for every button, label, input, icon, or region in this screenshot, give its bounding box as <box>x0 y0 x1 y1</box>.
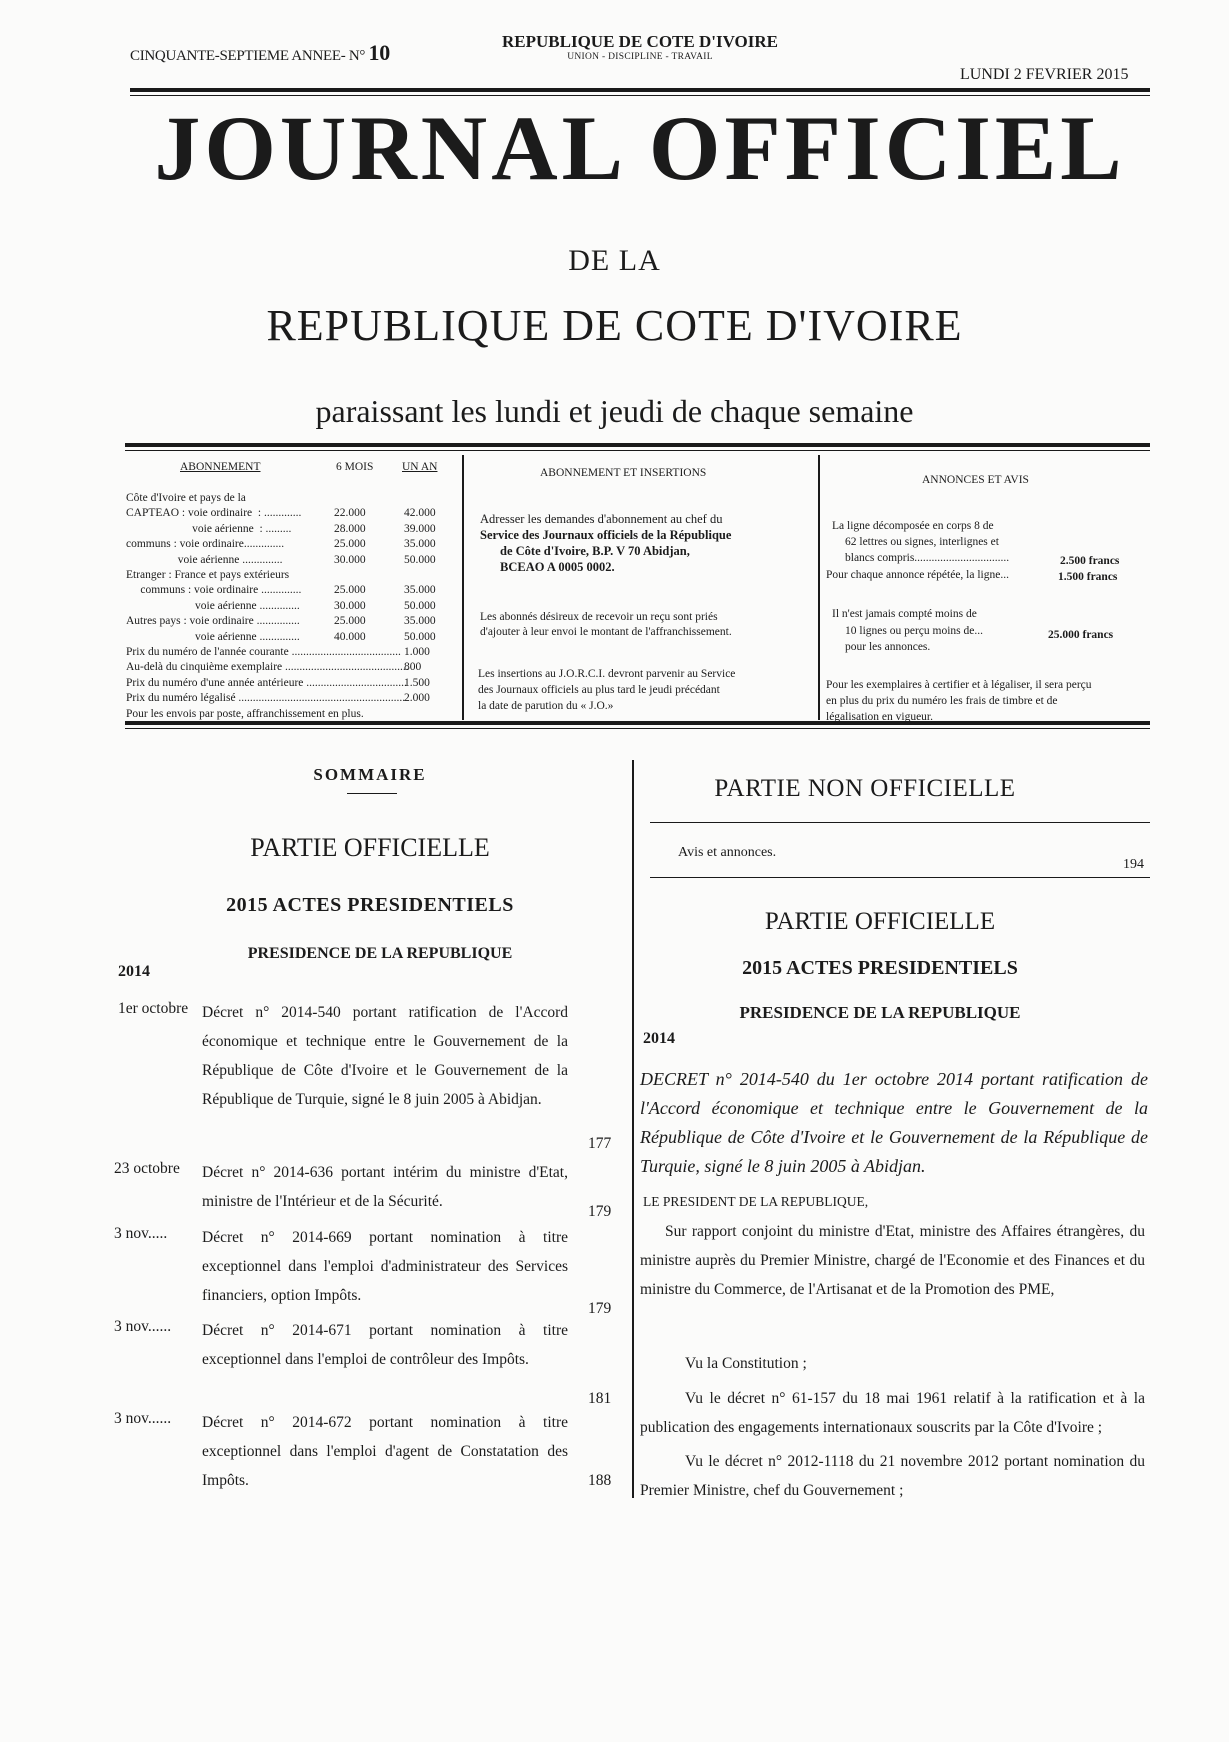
annonces-l3-price: 2.500 francs <box>1060 555 1120 567</box>
box-divider-2 <box>818 455 820 720</box>
sommaire-entry-date: 3 nov...... <box>114 1410 172 1427</box>
rate-row-label: Côte d'Ivoire et pays de la <box>126 492 246 504</box>
decret-paragraph-3: Vu le décret n° 61-157 du 18 mai 1961 relatif à la ratification et à la publication des engagements internationaux souscrits par la Côte d'Ivoire ; <box>640 1390 1145 1436</box>
rate-row-label: voie aérienne .............. <box>126 599 300 612</box>
annonces-l2: 62 lettres ou signes, interlignes et <box>845 536 999 548</box>
rate-row-label: Prix du numéro d'une année antérieure ................................... <box>126 676 407 689</box>
box-top-rule <box>125 443 1150 447</box>
header-rule-thick <box>130 88 1150 92</box>
rate-un-an: 35.000 <box>404 538 436 551</box>
rate-row-label: communs : voie ordinaire.............. <box>126 538 285 551</box>
rate-un-an: 50.000 <box>404 630 436 643</box>
avis-rule <box>650 877 1150 878</box>
masthead-republic: REPUBLIQUE DE COTE D'IVOIRE <box>266 301 963 350</box>
annonces-l4-price: 1.500 francs <box>1058 571 1118 583</box>
decret-title: DECRET n° 2014-540 du 1er octobre 2014 portant ratification de l'Accord économique et technique entre le Gouvernement de la République de Côte d'Ivoire et le Gouvernement de la République de Turquie, signé le 8 juin 2005 à Abidjan. <box>640 1069 1148 1176</box>
avis-annonces-page: 194 <box>1123 857 1144 872</box>
sommaire-entry-text[interactable]: Décret n° 2014-540 portant ratification de l'Accord économique et technique entre le Gouvernement de la République de Côte d'Ivoire et le Gouvernement de la République de Turquie, signé le 8 juin 2005 à Abidjan. <box>202 1004 568 1108</box>
sommaire-entry-page: 179 <box>588 1203 612 1220</box>
sommaire-entry-date: 23 octobre <box>114 1160 180 1177</box>
rate-6-mois: 25.000 <box>334 584 366 597</box>
annonces-heading: ANNONCES ET AVIS <box>922 474 1029 486</box>
rate-6-mois: 28.000 <box>334 522 366 535</box>
col-6-mois-heading: 6 MOIS <box>336 461 374 473</box>
non-officielle-rule <box>650 822 1150 823</box>
rate-row-label: CAPTEAO : voie ordinaire : ............. <box>126 507 302 520</box>
insertions-p1-line-4: BCEAO A 0005 0002. <box>500 560 615 574</box>
rate-un-an: 1.000 <box>404 646 430 658</box>
issue-label: CINQUANTE-SEPTIEME ANNEE- N° <box>130 48 366 64</box>
rate-6-mois: 40.000 <box>334 630 366 643</box>
rate-6-mois: 22.000 <box>334 507 366 520</box>
header-republic-block <box>490 32 790 62</box>
insertions-paragraph-2 <box>480 610 802 640</box>
annonces-l9: en plus du prix du numéro les frais de timbre et de <box>826 695 1058 707</box>
right-partie-officielle: PARTIE OFFICIELLE <box>764 908 996 935</box>
annonces-l3: blancs compris................................. <box>845 552 1010 564</box>
decret-paragraph-4: Vu le décret n° 2012-1118 du 21 novembre 2012 portant nomination du Premier Ministre, chef du Gouvernement ; <box>640 1453 1145 1499</box>
rate-row-label: Au-delà du cinquième exemplaire ........................................... <box>126 661 409 674</box>
journal-title: JOURNAL OFFICIEL <box>154 97 1126 199</box>
sommaire-underline <box>347 793 397 794</box>
sommaire-entry-page: 179 <box>588 1300 612 1317</box>
rate-6-mois: 25.000 <box>334 615 366 628</box>
annonces-l7: pour les annonces. <box>845 641 931 653</box>
rate-row-label: communs : voie ordinaire .............. <box>126 584 302 597</box>
rate-6-mois: 30.000 <box>334 599 366 612</box>
rate-row-label: voie aérienne .............. <box>126 630 300 643</box>
issue-number: 10 <box>368 40 390 65</box>
sommaire-entry-text[interactable]: Décret n° 2014-636 portant intérim du ministre d'Etat, ministre de l'Intérieur et de la Sécurité. <box>202 1164 568 1210</box>
insertions-heading: ABONNEMENT ET INSERTIONS <box>540 467 707 479</box>
rate-un-an: 39.000 <box>404 522 436 535</box>
sommaire-partie-officielle: PARTIE OFFICIELLE <box>250 833 490 862</box>
insertions-p3-line-3: la date de parution du « J.O.» <box>478 700 614 712</box>
box-bottom-rule <box>125 721 1150 725</box>
rate-un-an: 35.000 <box>404 615 436 628</box>
rate-row-label: Autres pays : voie ordinaire ............... <box>126 615 300 628</box>
column-divider <box>632 760 634 1498</box>
insertions-paragraph-1 <box>480 511 802 575</box>
annonces-l10: légalisation en vigueur. <box>826 711 933 723</box>
sommaire-entry-date: 3 nov...... <box>114 1318 172 1335</box>
avis-annonces: Avis et annonces. <box>678 845 777 860</box>
sommaire-entry-date: 3 nov..... <box>114 1225 168 1242</box>
masthead-frequency: paraissant les lundi et jeudi de chaque semaine <box>315 393 914 429</box>
rate-un-an: 42.000 <box>404 507 436 520</box>
right-actes: 2015 ACTES PRESIDENTIELS <box>742 957 1018 979</box>
sommaire-presidence: PRESIDENCE DE LA REPUBLIQUE <box>247 945 513 962</box>
rate-row-label: Pour les envois par poste, affranchissement en plus. <box>126 707 364 720</box>
partie-non-officielle: PARTIE NON OFFICIELLE <box>714 775 1016 802</box>
annonces-l6-price: 25.000 francs <box>1048 629 1114 641</box>
rate-un-an: 35.000 <box>404 584 436 597</box>
sommaire-entry-page: 181 <box>588 1390 612 1407</box>
rate-row-label: Prix du numéro de l'année courante ...................................... <box>126 646 401 658</box>
rate-un-an: 2.000 <box>404 692 430 705</box>
right-presidence: PRESIDENCE DE LA REPUBLIQUE <box>739 1003 1021 1022</box>
insertions-p1-line-1: Adresser les demandes d'abonnement au chef du <box>480 512 723 526</box>
header-motto: UNION - DISCIPLINE - TRAVAIL <box>567 52 713 62</box>
issue-date: LUNDI 2 FEVRIER 2015 <box>960 66 1129 83</box>
rate-row-label: Etranger : France et pays extérieurs <box>126 569 290 581</box>
insertions-p1-line-3: de Côte d'Ivoire, B.P. V 70 Abidjan, <box>500 544 690 558</box>
sommaire-entry-text[interactable]: Décret n° 2014-672 portant nomination à titre exceptionnel dans l'emploi d'agent de Constatation des Impôts. <box>202 1414 568 1489</box>
annonces-l6: 10 lignes ou perçu moins de... <box>845 625 983 637</box>
sommaire-year: 2014 <box>118 963 150 980</box>
rate-6-mois: 25.000 <box>334 538 366 551</box>
annonces-l1: La ligne décomposée en corps 8 de <box>832 520 994 532</box>
president-line: LE PRESIDENT DE LA REPUBLIQUE, <box>643 1194 869 1209</box>
insertions-p3-line-2: des Journaux officiels au plus tard le jeudi précédant <box>478 684 720 696</box>
right-year: 2014 <box>643 1030 675 1047</box>
insertions-p3-line-1: Les insertions au J.O.R.C.I. devront parvenir au Service <box>478 668 736 680</box>
rate-row-label: voie aérienne : ......... <box>126 522 292 535</box>
insertions-p2-line-2: d'ajouter à leur envoi le montant de l'affranchissement. <box>480 625 732 638</box>
box-divider-1 <box>462 455 464 720</box>
box-bottom-rule-thin <box>125 728 1150 729</box>
insertions-p1-line-2: Service des Journaux officiels de la République <box>480 528 732 542</box>
insertions-paragraph-3 <box>478 666 800 714</box>
issue-line <box>130 40 390 66</box>
rate-6-mois: 30.000 <box>334 553 366 566</box>
header-rule-thin <box>130 95 1150 96</box>
sommaire-entry-text[interactable]: Décret n° 2014-669 portant nomination à titre exceptionnel dans l'emploi d'administrateur des Services financiers, option Impôts. <box>202 1229 568 1304</box>
rate-un-an: 1.500 <box>404 676 430 689</box>
sommaire-actes: 2015 ACTES PRESIDENTIELS <box>226 894 514 916</box>
abonnement-heading: ABONNEMENT <box>180 461 261 473</box>
insertions-p2-line-1: Les abonnés désireux de recevoir un reçu sont priés <box>480 611 718 623</box>
rate-un-an: 50.000 <box>404 553 436 566</box>
rate-un-an: 800 <box>404 661 422 674</box>
sommaire-entry-text[interactable]: Décret n° 2014-671 portant nomination à titre exceptionnel dans l'emploi de contrôleur des Impôts. <box>202 1322 568 1368</box>
sommaire-entry-page: 188 <box>588 1472 612 1489</box>
box-top-rule-thin <box>125 450 1150 451</box>
rate-row-label: voie aérienne .............. <box>126 553 283 566</box>
annonces-l5: Il n'est jamais compté moins de <box>832 608 977 620</box>
sommaire-title: SOMMAIRE <box>313 765 427 784</box>
sommaire-entry-page: 177 <box>588 1135 612 1152</box>
decret-paragraph-1: Sur rapport conjoint du ministre d'Etat, ministre des Affaires étrangères, du ministre auprès du Premier Ministre, chargé de l'Economie et des Finances et du ministre du Commerce, de l'Artisanat et de la Promotion des PME, <box>640 1223 1145 1298</box>
header-republic: REPUBLIQUE DE COTE D'IVOIRE <box>502 32 778 51</box>
rate-row-label: Prix du numéro légalisé .......................................................... <box>126 692 406 705</box>
sommaire-entry-date: 1er octobre <box>118 1000 189 1017</box>
masthead-de-la: DE LA <box>568 244 661 277</box>
annonces-l4: Pour chaque annonce répétée, la ligne... <box>826 569 1009 581</box>
annonces-l8: Pour les exemplaires à certifier et à légaliser, il sera perçu <box>826 679 1092 691</box>
rate-un-an: 50.000 <box>404 599 436 612</box>
col-un-an-heading: UN AN <box>402 461 438 473</box>
decret-paragraph-2: Vu la Constitution ; <box>685 1355 807 1372</box>
